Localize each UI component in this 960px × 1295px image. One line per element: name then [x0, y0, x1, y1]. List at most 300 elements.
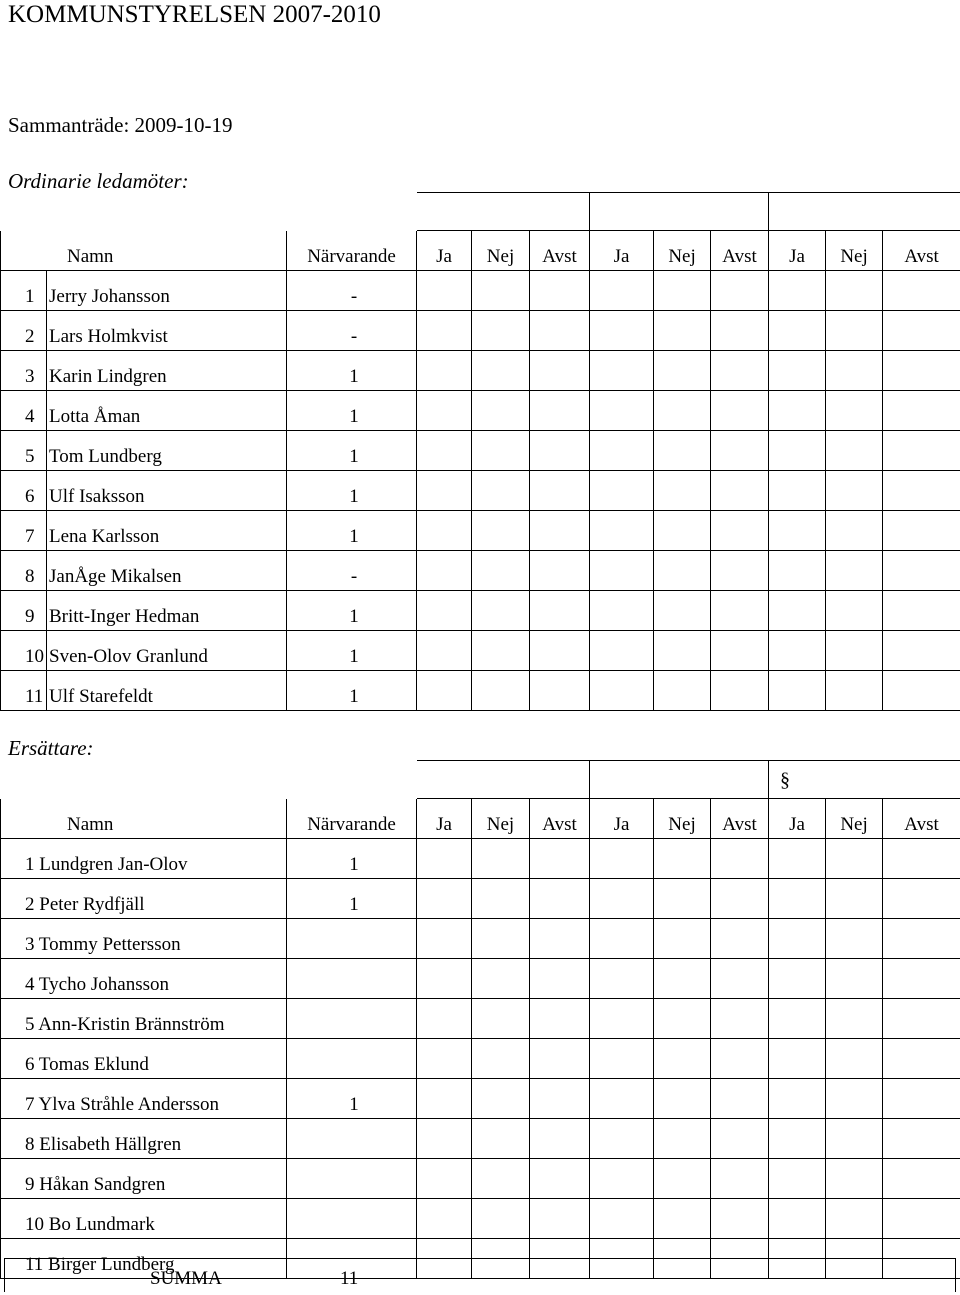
vote-cell — [590, 1119, 654, 1159]
vote-cell — [826, 631, 883, 671]
row-number: 5 — [1, 431, 47, 471]
vote-cell — [769, 511, 826, 551]
summa-label: SUMMA — [150, 1268, 222, 1289]
column-vote-header: Nej — [654, 799, 711, 839]
vote-cell — [883, 471, 960, 511]
vote-cell — [826, 391, 883, 431]
vote-cell — [530, 591, 590, 631]
vote-cell — [711, 311, 769, 351]
member-name: 3 Tommy Pettersson — [1, 919, 287, 959]
vote-cell — [417, 351, 472, 391]
member-name: Lotta Åman — [47, 391, 287, 431]
vote-cell — [417, 311, 472, 351]
presence-value: - — [287, 271, 417, 311]
vote-cell — [769, 839, 826, 879]
vote-cell — [769, 671, 826, 711]
vote-cell — [654, 271, 711, 311]
row-number: 2 — [1, 311, 47, 351]
vote-block-header — [417, 193, 590, 231]
vote-cell — [472, 839, 530, 879]
vote-cell — [711, 1039, 769, 1079]
vote-cell — [769, 1119, 826, 1159]
vote-cell — [590, 999, 654, 1039]
vote-cell — [530, 511, 590, 551]
vote-cell — [590, 511, 654, 551]
column-vote-header: Avst — [883, 231, 960, 271]
vote-cell — [826, 959, 883, 999]
presence-value: - — [287, 551, 417, 591]
vote-cell — [883, 839, 960, 879]
vote-cell — [826, 511, 883, 551]
column-vote-header: Ja — [590, 231, 654, 271]
vote-cell — [826, 671, 883, 711]
vote-cell — [417, 591, 472, 631]
vote-cell — [654, 959, 711, 999]
vote-block-header — [590, 761, 769, 799]
table-row — [1, 271, 960, 311]
vote-cell — [769, 1159, 826, 1199]
vote-cell — [711, 551, 769, 591]
vote-cell — [883, 1159, 960, 1199]
table-row — [1, 999, 960, 1039]
vote-cell — [590, 671, 654, 711]
presence-value — [287, 999, 417, 1039]
vote-cell — [590, 959, 654, 999]
vote-cell — [883, 1199, 960, 1239]
table-row — [1, 1199, 960, 1239]
column-vote-header: Avst — [711, 799, 769, 839]
vote-cell — [769, 351, 826, 391]
presence-value — [287, 1039, 417, 1079]
table-row — [1, 471, 960, 511]
member-name: 8 Elisabeth Hällgren — [1, 1119, 287, 1159]
vote-cell — [530, 431, 590, 471]
vote-block-header — [769, 193, 960, 231]
vote-cell — [769, 959, 826, 999]
member-name: 11 Birger Lundberg — [1, 1239, 287, 1279]
presence-value — [287, 1119, 417, 1159]
vote-cell — [711, 999, 769, 1039]
member-name: 1 Lundgren Jan-Olov — [1, 839, 287, 879]
vote-cell — [530, 1159, 590, 1199]
column-vote-header: Ja — [769, 231, 826, 271]
column-present-header: Närvarande — [287, 799, 417, 839]
vote-cell — [883, 1079, 960, 1119]
vote-cell — [654, 671, 711, 711]
member-name: Sven-Olov Granlund — [47, 631, 287, 671]
vote-cell — [472, 311, 530, 351]
table-row — [1, 1039, 960, 1079]
vote-cell — [826, 351, 883, 391]
presence-value: - — [287, 311, 417, 351]
presence-value — [287, 959, 417, 999]
vote-cell — [826, 839, 883, 879]
vote-cell — [769, 1079, 826, 1119]
ersattare-heading: Ersättare: — [8, 736, 94, 760]
vote-cell — [883, 431, 960, 471]
vote-cell — [417, 839, 472, 879]
vote-cell — [417, 671, 472, 711]
vote-cell — [883, 551, 960, 591]
vote-cell — [826, 1159, 883, 1199]
column-vote-header: Ja — [590, 799, 654, 839]
vote-cell — [711, 1119, 769, 1159]
vote-cell — [472, 879, 530, 919]
vote-cell — [417, 1079, 472, 1119]
vote-cell — [590, 431, 654, 471]
member-name: Ulf Starefeldt — [47, 671, 287, 711]
member-name: 2 Peter Rydfjäll — [1, 879, 287, 919]
vote-cell — [417, 919, 472, 959]
member-name: 9 Håkan Sandgren — [1, 1159, 287, 1199]
row-number: 8 — [1, 551, 47, 591]
vote-cell — [417, 879, 472, 919]
vote-cell — [769, 471, 826, 511]
vote-cell — [472, 351, 530, 391]
vote-cell — [472, 1199, 530, 1239]
vote-cell — [769, 631, 826, 671]
vote-cell — [654, 879, 711, 919]
vote-cell — [590, 351, 654, 391]
vote-cell — [826, 471, 883, 511]
vote-cell — [711, 1079, 769, 1119]
row-number: 11 — [1, 671, 47, 711]
presence-value: 1 — [287, 391, 417, 431]
vote-cell — [826, 431, 883, 471]
vote-cell — [654, 391, 711, 431]
document-title: KOMMUNSTYRELSEN 2007-2010 — [8, 1, 381, 28]
vote-cell — [826, 271, 883, 311]
vote-cell — [472, 1039, 530, 1079]
column-vote-header: Nej — [472, 231, 530, 271]
table-row — [1, 591, 960, 631]
vote-cell — [590, 271, 654, 311]
vote-cell — [654, 1079, 711, 1119]
vote-cell — [417, 511, 472, 551]
member-name: Tom Lundberg — [47, 431, 287, 471]
vote-cell — [711, 271, 769, 311]
vote-cell — [883, 271, 960, 311]
vote-cell — [711, 431, 769, 471]
vote-cell — [654, 1119, 711, 1159]
table-row — [1, 879, 960, 919]
vote-cell — [590, 311, 654, 351]
member-name: Britt-Inger Hedman — [47, 591, 287, 631]
vote-cell — [590, 1159, 654, 1199]
vote-cell — [472, 511, 530, 551]
vote-cell — [530, 391, 590, 431]
vote-cell — [590, 1039, 654, 1079]
vote-cell — [530, 959, 590, 999]
vote-cell — [530, 671, 590, 711]
vote-cell — [654, 839, 711, 879]
vote-cell — [883, 959, 960, 999]
table-row — [1, 351, 960, 391]
column-vote-header: Nej — [472, 799, 530, 839]
vote-cell — [883, 999, 960, 1039]
vote-cell — [711, 919, 769, 959]
column-vote-header: Avst — [883, 799, 960, 839]
table-row — [1, 311, 960, 351]
vote-cell — [826, 999, 883, 1039]
blank-cell — [1, 193, 417, 231]
column-vote-header: Ja — [417, 799, 472, 839]
vote-cell — [472, 471, 530, 511]
vote-cell — [711, 351, 769, 391]
member-name: 6 Tomas Eklund — [1, 1039, 287, 1079]
column-vote-header: Nej — [826, 231, 883, 271]
vote-cell — [654, 511, 711, 551]
vote-cell — [530, 631, 590, 671]
vote-cell — [590, 1079, 654, 1119]
member-name: 7 Ylva Stråhle Andersson — [1, 1079, 287, 1119]
column-name-header: Namn — [1, 231, 287, 271]
vote-cell — [590, 551, 654, 591]
vote-cell — [711, 1159, 769, 1199]
vote-cell — [883, 1039, 960, 1079]
vote-cell — [472, 271, 530, 311]
table-row — [1, 839, 960, 879]
presence-value — [287, 1159, 417, 1199]
table-row — [1, 1159, 960, 1199]
vote-cell — [654, 1199, 711, 1239]
vote-cell — [472, 391, 530, 431]
header-row — [1, 799, 960, 839]
table-row — [1, 1119, 960, 1159]
table-row — [1, 959, 960, 999]
vote-cell — [711, 511, 769, 551]
vote-cell — [417, 271, 472, 311]
vote-cell — [472, 591, 530, 631]
vote-block-row — [1, 761, 960, 799]
column-vote-header: Nej — [654, 231, 711, 271]
vote-cell — [530, 311, 590, 351]
presence-value: 1 — [287, 511, 417, 551]
vote-cell — [769, 311, 826, 351]
vote-cell — [472, 671, 530, 711]
vote-cell — [883, 1119, 960, 1159]
vote-cell — [654, 351, 711, 391]
presence-value — [287, 919, 417, 959]
vote-cell — [883, 511, 960, 551]
column-vote-header: Ja — [769, 799, 826, 839]
vote-cell — [826, 1039, 883, 1079]
vote-cell — [472, 431, 530, 471]
vote-cell — [530, 879, 590, 919]
vote-cell — [654, 591, 711, 631]
blank-cell — [1, 761, 417, 799]
table-row — [1, 671, 960, 711]
presence-value: 1 — [287, 471, 417, 511]
member-name: JanÅge Mikalsen — [47, 551, 287, 591]
vote-cell — [826, 591, 883, 631]
vote-cell — [417, 391, 472, 431]
vote-cell — [472, 1079, 530, 1119]
column-vote-header: Nej — [826, 799, 883, 839]
member-name: Karin Lindgren — [47, 351, 287, 391]
summa-value: 11 — [340, 1268, 359, 1289]
presence-value: 1 — [287, 839, 417, 879]
row-number: 4 — [1, 391, 47, 431]
vote-cell — [711, 671, 769, 711]
vote-cell — [530, 1079, 590, 1119]
vote-cell — [472, 631, 530, 671]
member-name: Ulf Isaksson — [47, 471, 287, 511]
vote-cell — [826, 1199, 883, 1239]
vote-cell — [769, 391, 826, 431]
vote-cell — [590, 391, 654, 431]
member-name: 5 Ann-Kristin Brännström — [1, 999, 287, 1039]
vote-cell — [711, 591, 769, 631]
table-row — [1, 631, 960, 671]
member-name: Lena Karlsson — [47, 511, 287, 551]
vote-cell — [530, 351, 590, 391]
vote-cell — [826, 1079, 883, 1119]
vote-cell — [654, 631, 711, 671]
vote-cell — [654, 311, 711, 351]
vote-cell — [769, 1039, 826, 1079]
vote-cell — [883, 919, 960, 959]
meeting-date: Sammanträde: 2009-10-19 — [8, 113, 233, 137]
vote-cell — [769, 431, 826, 471]
vote-cell — [417, 1199, 472, 1239]
vote-cell — [417, 1159, 472, 1199]
table-row — [1, 391, 960, 431]
row-number: 6 — [1, 471, 47, 511]
vote-block-header — [769, 761, 960, 799]
vote-cell — [769, 271, 826, 311]
vote-cell — [530, 271, 590, 311]
vote-cell — [472, 959, 530, 999]
vote-cell — [472, 1159, 530, 1199]
vote-cell — [417, 1119, 472, 1159]
vote-cell — [826, 879, 883, 919]
row-number: 3 — [1, 351, 47, 391]
vote-cell — [654, 919, 711, 959]
row-number: 10 — [1, 631, 47, 671]
vote-cell — [769, 591, 826, 631]
vote-cell — [769, 1199, 826, 1239]
vote-cell — [530, 471, 590, 511]
vote-cell — [711, 631, 769, 671]
table-row — [1, 919, 960, 959]
vote-cell — [530, 839, 590, 879]
presence-value: 1 — [287, 879, 417, 919]
vote-cell — [883, 631, 960, 671]
column-vote-header: Avst — [711, 231, 769, 271]
vote-cell — [769, 879, 826, 919]
vote-cell — [530, 999, 590, 1039]
header-row — [1, 231, 960, 271]
vote-cell — [883, 671, 960, 711]
vote-cell — [417, 959, 472, 999]
presence-value: 1 — [287, 1079, 417, 1119]
vote-cell — [883, 391, 960, 431]
vote-cell — [826, 1119, 883, 1159]
table-row — [1, 511, 960, 551]
vote-cell — [472, 919, 530, 959]
vote-cell — [654, 999, 711, 1039]
vote-cell — [826, 311, 883, 351]
ersattare-table — [0, 760, 960, 1279]
presence-value — [287, 1199, 417, 1239]
vote-cell — [769, 919, 826, 959]
vote-cell — [472, 999, 530, 1039]
vote-cell — [711, 879, 769, 919]
member-name: 10 Bo Lundmark — [1, 1199, 287, 1239]
vote-cell — [472, 1119, 530, 1159]
vote-block-header — [590, 193, 769, 231]
vote-cell — [590, 631, 654, 671]
row-number: 1 — [1, 271, 47, 311]
table-row — [1, 551, 960, 591]
vote-cell — [769, 999, 826, 1039]
vote-cell — [883, 591, 960, 631]
section-mark: § — [780, 769, 790, 791]
vote-cell — [711, 471, 769, 511]
column-present-header: Närvarande — [287, 231, 417, 271]
presence-value: 1 — [287, 591, 417, 631]
vote-cell — [883, 351, 960, 391]
presence-value: 1 — [287, 431, 417, 471]
vote-cell — [590, 879, 654, 919]
table-row — [1, 1079, 960, 1119]
member-name: 4 Tycho Johansson — [1, 959, 287, 999]
vote-cell — [883, 311, 960, 351]
row-number: 7 — [1, 511, 47, 551]
vote-cell — [530, 1199, 590, 1239]
column-vote-header: Avst — [530, 231, 590, 271]
vote-cell — [711, 391, 769, 431]
vote-cell — [417, 431, 472, 471]
vote-cell — [530, 919, 590, 959]
vote-cell — [590, 471, 654, 511]
member-name: Lars Holmkvist — [47, 311, 287, 351]
ordinarie-table — [0, 192, 960, 711]
ordinarie-heading: Ordinarie ledamöter: — [8, 169, 189, 193]
vote-cell — [472, 551, 530, 591]
column-vote-header: Avst — [530, 799, 590, 839]
vote-cell — [826, 551, 883, 591]
vote-cell — [711, 1199, 769, 1239]
member-name: Jerry Johansson — [47, 271, 287, 311]
presence-value: 1 — [287, 671, 417, 711]
column-vote-header: Ja — [417, 231, 472, 271]
vote-cell — [654, 551, 711, 591]
vote-cell — [590, 839, 654, 879]
vote-cell — [590, 591, 654, 631]
vote-cell — [654, 1159, 711, 1199]
presence-value: 1 — [287, 351, 417, 391]
vote-cell — [530, 1039, 590, 1079]
vote-cell — [417, 999, 472, 1039]
vote-block-header — [417, 761, 590, 799]
vote-cell — [590, 1199, 654, 1239]
vote-cell — [883, 879, 960, 919]
vote-cell — [654, 431, 711, 471]
table-row — [1, 431, 960, 471]
vote-cell — [654, 471, 711, 511]
vote-cell — [530, 1119, 590, 1159]
vote-cell — [530, 551, 590, 591]
vote-cell — [417, 1039, 472, 1079]
vote-cell — [417, 631, 472, 671]
vote-block-row — [1, 193, 960, 231]
column-name-header: Namn — [1, 799, 287, 839]
summa-box — [4, 1258, 956, 1292]
vote-cell — [417, 551, 472, 591]
vote-cell — [769, 551, 826, 591]
